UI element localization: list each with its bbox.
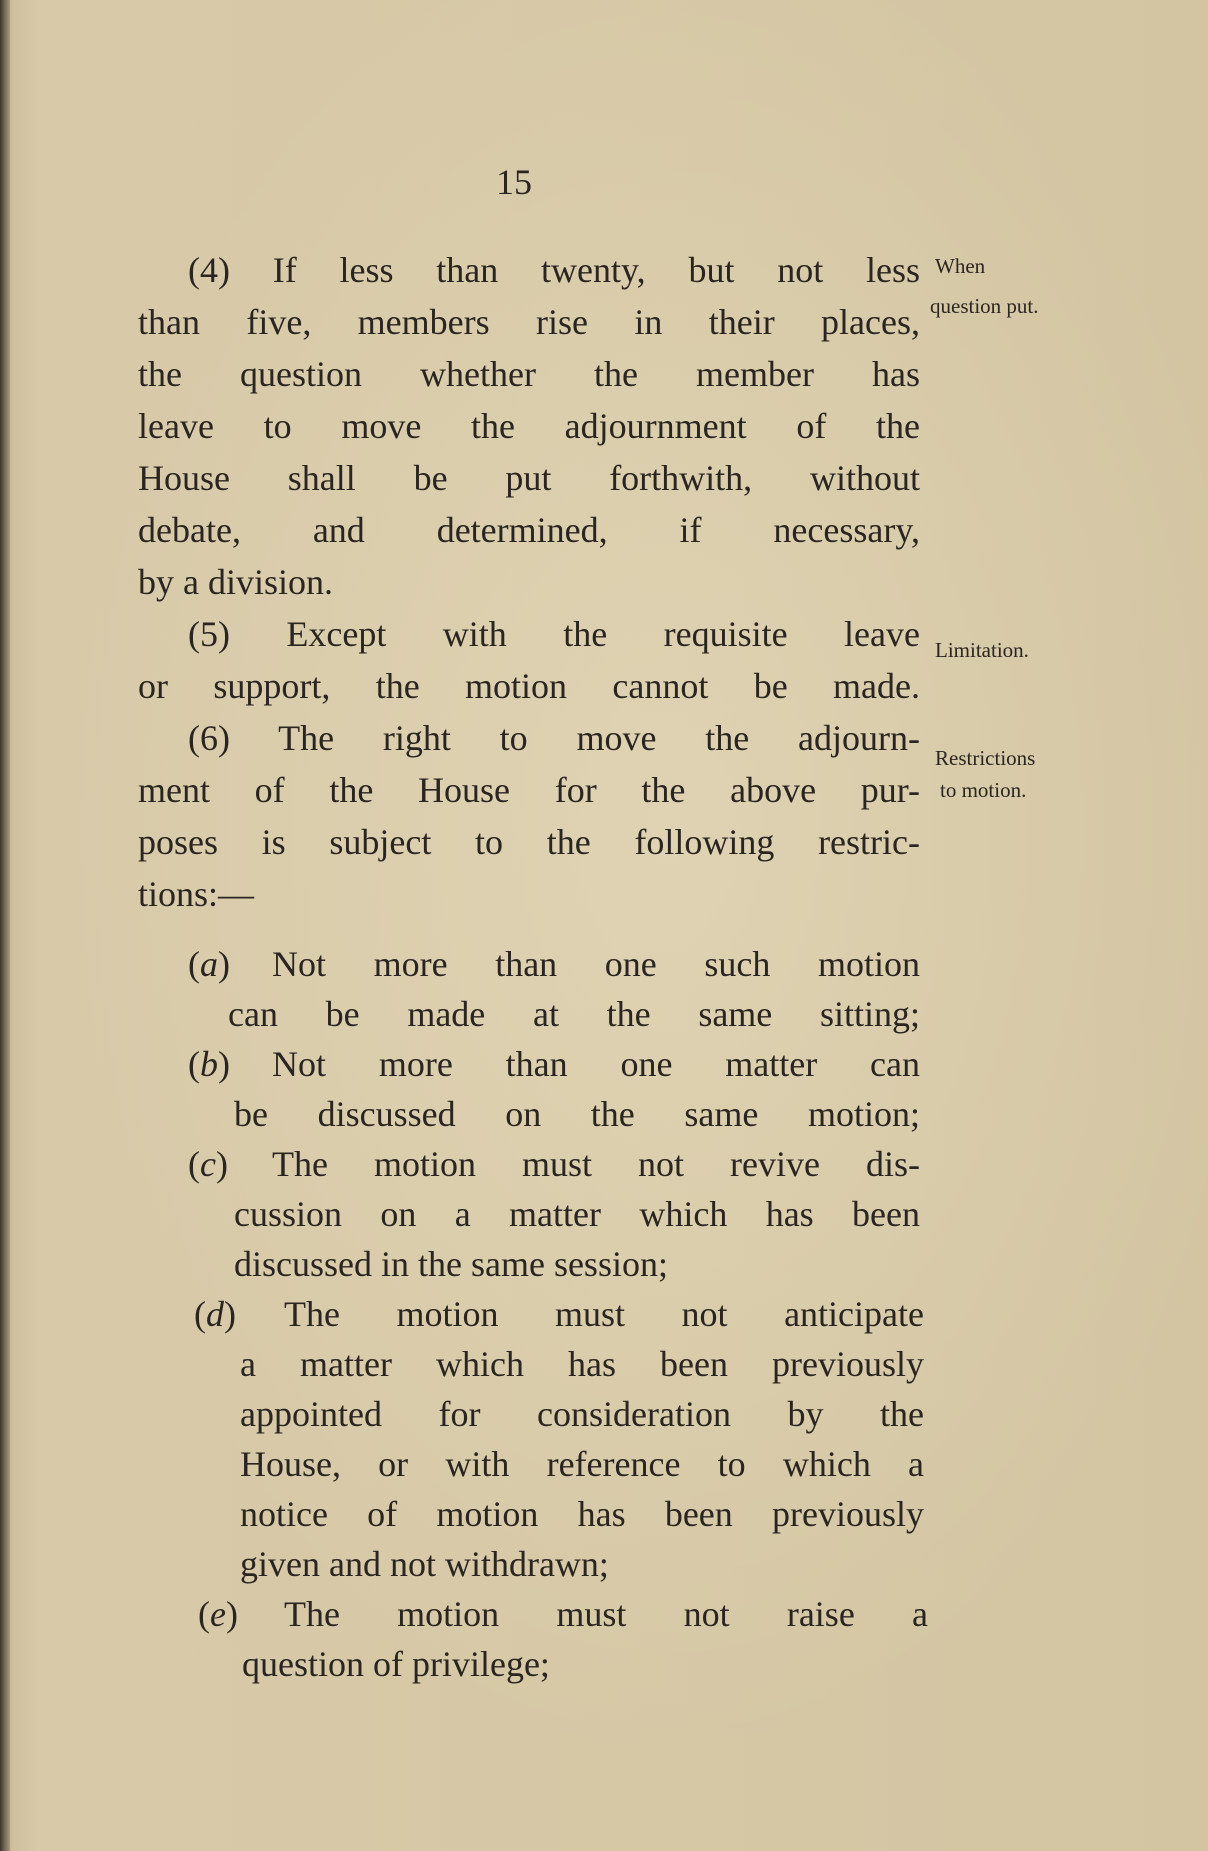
para-4-line-5: House shall be put forthwith, without xyxy=(138,458,920,498)
margin-note-question-put: question put. xyxy=(930,294,1039,318)
restriction-e-line-1: The motion must not raise a xyxy=(284,1594,928,1634)
para-6-line-3: poses is subject to the following restric- xyxy=(138,822,920,862)
restriction-c-line-3: discussed in the same session; xyxy=(234,1244,668,1284)
para-6-line-2: ment of the House for the above pur- xyxy=(138,770,920,810)
restriction-a-label: (a) xyxy=(188,944,230,984)
margin-note-limitation: Limitation. xyxy=(935,638,1029,662)
restriction-e-letter: e xyxy=(210,1594,226,1634)
restriction-a-letter: a xyxy=(200,944,218,984)
para-4-line-3: the question whether the member has xyxy=(138,354,920,394)
restriction-d-line-3: appointed for consideration by the xyxy=(240,1394,924,1434)
restriction-b-label: (b) xyxy=(188,1044,230,1084)
para-4-line-4: leave to move the adjournment of the xyxy=(138,406,920,446)
restriction-d-line-4: House, or with reference to which a xyxy=(240,1444,924,1484)
para-4-line-7: by a division. xyxy=(138,562,333,602)
restriction-a-line-2: can be made at the same sitting; xyxy=(228,994,920,1034)
restriction-d-label: (d) xyxy=(194,1294,236,1334)
restriction-b-line-1: Not more than one matter can xyxy=(272,1044,920,1084)
restriction-c-line-2: cussion on a matter which has been xyxy=(234,1194,920,1234)
restriction-c-letter: c xyxy=(200,1144,216,1184)
restriction-b-line-2: be discussed on the same motion; xyxy=(234,1094,920,1134)
restriction-b-letter: b xyxy=(200,1044,218,1084)
para-4-line-1: (4) If less than twenty, but not less xyxy=(188,250,920,290)
restriction-d-line-6: given and not withdrawn; xyxy=(240,1544,609,1584)
margin-note-when: When xyxy=(935,254,986,278)
para-4-line-2: than five, members rise in their places, xyxy=(138,302,920,342)
page-number: 15 xyxy=(496,162,532,202)
restriction-a-line-1: Not more than one such motion xyxy=(272,944,920,984)
margin-note-restrictions: Restrictions xyxy=(935,746,1036,770)
restriction-c-label: (c) xyxy=(188,1144,228,1184)
restriction-d-letter: d xyxy=(206,1294,224,1334)
para-6-line-1: (6) The right to move the adjourn- xyxy=(188,718,920,758)
restriction-c-line-1: The motion must not revive dis- xyxy=(272,1144,920,1184)
para-4-line-6: debate, and determined, if necessary, xyxy=(138,510,920,550)
restriction-e-line-2: question of privilege; xyxy=(242,1644,550,1684)
para-6-line-4: tions:— xyxy=(138,874,255,914)
para-5-line-2: or support, the motion cannot be made. xyxy=(138,666,920,706)
restriction-e-label: (e) xyxy=(198,1594,238,1634)
margin-note-to-motion: to motion. xyxy=(940,778,1027,802)
restriction-d-line-1: The motion must not anticipate xyxy=(284,1294,924,1334)
page-binding-edge xyxy=(0,0,10,1851)
text-line xyxy=(138,248,920,292)
restriction-d-line-2: a matter which has been previously xyxy=(240,1344,924,1384)
para-5-line-1: (5) Except with the requisite leave xyxy=(188,614,920,654)
restriction-d-line-5: notice of motion has been previously xyxy=(240,1494,924,1534)
